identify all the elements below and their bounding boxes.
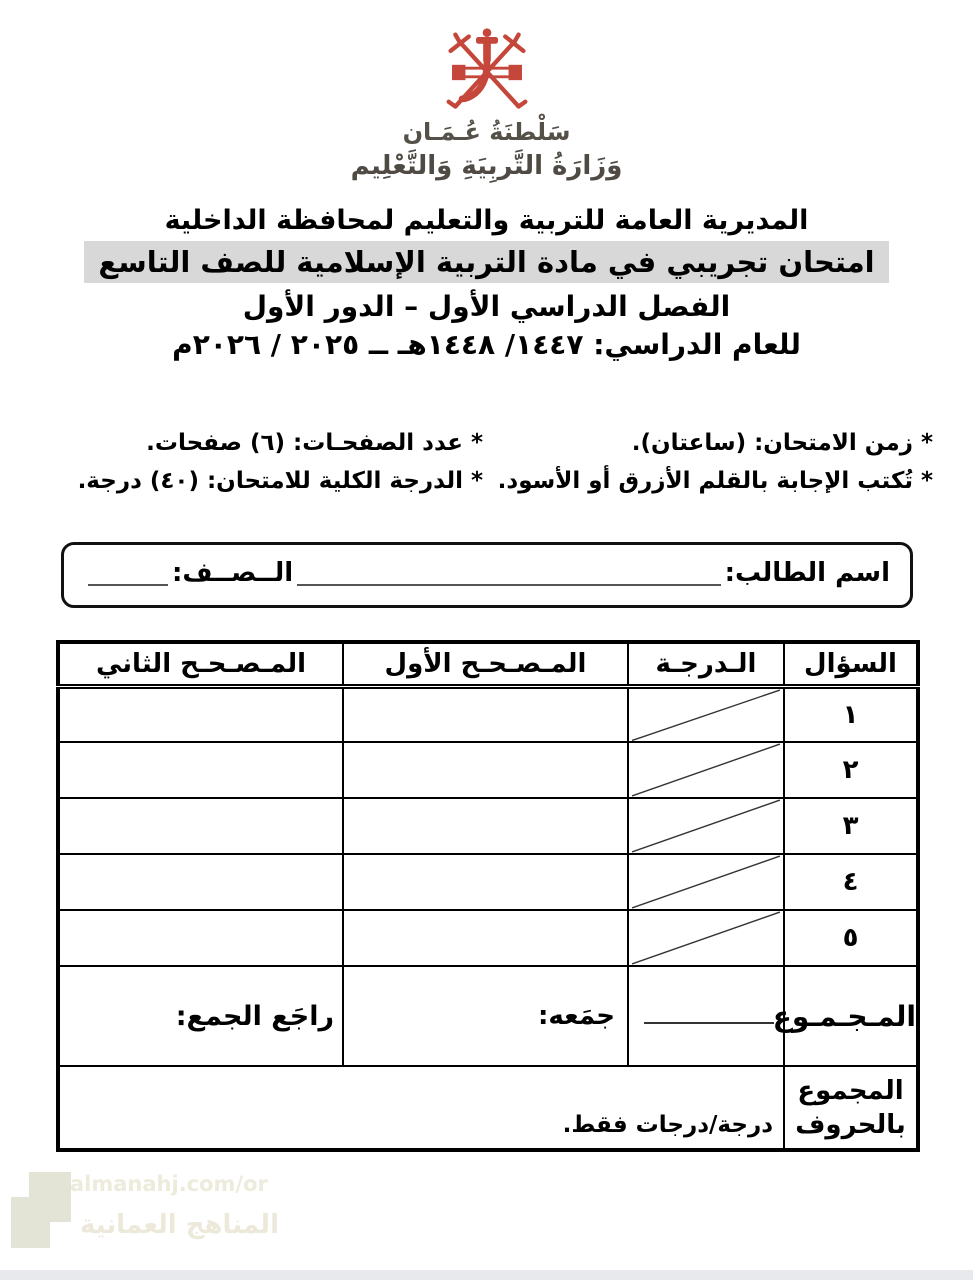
diagonal-slash [629, 855, 783, 909]
col-header-second-marker: المـصـحـح الثاني [58, 642, 343, 686]
question-row [58, 854, 918, 910]
ministry-calligraphy: وَزَارَةُ التَّربِيَةِ وَالتَّعْلِيم [350, 151, 623, 181]
grade-cell [628, 742, 784, 798]
diagonal-slash [629, 799, 783, 853]
student-name-write-line [297, 584, 720, 586]
question-number: ٤ [784, 854, 918, 910]
class-write-line [88, 584, 168, 586]
first-marker-cell [343, 742, 628, 798]
student-name-label: اسم الطالب: [724, 558, 890, 588]
second-marker-cell [58, 854, 343, 910]
exam-header [0, 205, 973, 361]
total-grade-cell [628, 966, 784, 1066]
collected-by-label: جمَعه: [343, 966, 628, 1066]
total-write-line [644, 1022, 773, 1024]
first-marker-cell [343, 686, 628, 742]
diagonal-slash [629, 911, 783, 965]
question-number: ١ [784, 686, 918, 742]
second-marker-cell [58, 686, 343, 742]
watermark-logo-block [11, 1197, 50, 1248]
total-in-words-row [58, 1066, 918, 1150]
first-marker-cell [343, 854, 628, 910]
marks-table [56, 640, 920, 1152]
class-label: الــصــف: [172, 558, 294, 588]
notes-column-right [498, 424, 933, 500]
diagonal-slash [629, 743, 783, 797]
question-number: ٢ [784, 742, 918, 798]
student-info-box [61, 542, 913, 608]
diagonal-slash [629, 689, 783, 742]
checked-by-label: راجَع الجمع: [58, 966, 343, 1066]
grade-cell [628, 910, 784, 966]
second-marker-cell [58, 910, 343, 966]
academic-year-line: للعام الدراسي: ١٤٤٧/ ١٤٤٨هـ ــ ٢٠٢٥ / ٢٠٢٦م [172, 328, 801, 361]
col-header-first-marker: المـصـحـح الأول [343, 642, 628, 686]
oman-emblem-icon [428, 26, 546, 118]
grade-only-note: درجة/درجات فقط. [58, 1066, 784, 1150]
semester-line: الفصل الدراسي الأول – الدور الأول [242, 290, 731, 323]
question-row [58, 798, 918, 854]
notes-column-left [78, 424, 483, 500]
question-row [58, 742, 918, 798]
col-header-grade: الـدرجـة [628, 642, 784, 686]
total-in-words-label: المجموع بالحروف [784, 1066, 918, 1150]
exam-title-highlighted: امتحان تجريبي في مادة التربية الإسلامية للصف التاسع [84, 241, 888, 283]
grade-cell [628, 854, 784, 910]
watermark-site-name: المناهج العمانية [80, 1210, 279, 1240]
note-exam-duration: * زمن الامتحان: (ساعتان). [631, 430, 933, 456]
directorate-line: المديرية العامة للتربية والتعليم لمحافظة الداخلية [164, 205, 809, 236]
question-number: ٥ [784, 910, 918, 966]
marks-table-header-row [58, 642, 918, 686]
question-row [58, 686, 918, 742]
grade-cell [628, 686, 784, 742]
question-number: ٣ [784, 798, 918, 854]
sultanate-calligraphy: سَلْطنَةُ عُـمَـان [402, 118, 571, 146]
note-page-count: * عدد الصفحـات: (٦) صفحات. [146, 430, 483, 456]
total-row [58, 966, 918, 1066]
question-row [58, 910, 918, 966]
note-total-marks: * الدرجة الكلية للامتحان: (٤٠) درجة. [77, 468, 483, 494]
bottom-edge-strip [0, 1270, 973, 1280]
second-marker-cell [58, 742, 343, 798]
first-marker-cell [343, 798, 628, 854]
emblem-block [0, 26, 973, 181]
first-marker-cell [343, 910, 628, 966]
total-label: المـجـمـوع [784, 966, 918, 1066]
note-pen-color: * تُكتب الإجابة بالقلم الأزرق أو الأسود. [497, 468, 933, 494]
col-header-question: السؤال [784, 642, 918, 686]
grade-cell [628, 798, 784, 854]
watermark-url: almanahj.com/or [70, 1172, 268, 1196]
second-marker-cell [58, 798, 343, 854]
